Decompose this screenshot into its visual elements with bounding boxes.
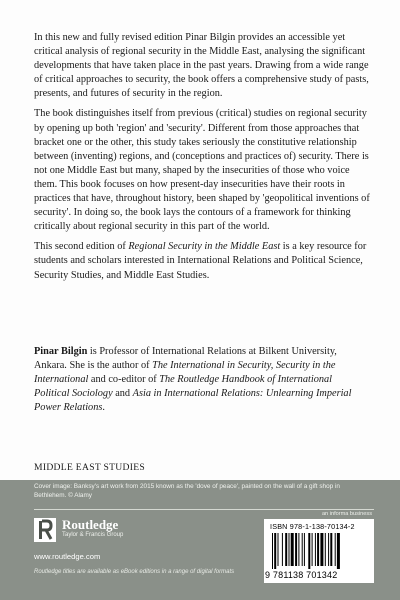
barcode-stripe [295,533,297,566]
bio-book-3: Asia in International Relations: Unlearning Imperial Power Relations [34,388,352,414]
barcode-stripe [337,533,340,569]
blurb-p3-rest: is a key resource for students and scholars interested in International Relations and Political Science, Security Studies, and Middle East Studies. [34,241,367,281]
barcode-stripe [315,533,316,566]
author-bio [34,345,370,415]
ebook-note: Routledge titles are available as eBook editions in a range of digital formats [34,569,235,575]
bio-text-3: and [112,388,133,400]
publisher-group: Taylor & Francis Group [62,532,124,538]
publisher-name: Routledge [62,517,119,532]
barcode-stripe [325,533,326,566]
barcode-stripe [302,533,303,566]
informa-tagline: an informa business [321,511,372,517]
isbn-text: ISBN 978-1-138-70134-2 [270,522,355,531]
blurb [34,31,370,289]
bio-book-1: The International in Security, Security in the International [34,360,336,386]
blurb-paragraph-3 [34,240,370,282]
barcode-stripe [285,533,287,566]
barcode-stripe [291,533,294,566]
blurb-paragraph-2: The book distinguishes itself from previous (critical) studies on regional security by opening up both 'region' and 'security'. Different from those approaches that bracket one or the other, this study takes seriously the constitutive relationship between (inventing) regions, and (conceptions and practices of) security. There is not one Middle East but many, shaped by the insecurities of those who voice them. This book focuses on how present-day insecurities have their roots in practices that have, throughout history, been shaped by 'geopolitical inventions of security'. In doing so, the book lays the contours of a framework for thinking critically about regional security in this part of the world. [34,108,370,233]
blurb-paragraph-1: In this new and fully revised edition Pinar Bilgin provides an accessible yet critical analysis of regional security in the Middle East, analysing the significant developments that have taken place in the past years. Drawing from a wide range of critical approaches to security, the book offers a comprehensive study of pasts, presents, and futures of security in the region. [34,32,369,100]
bio-book-2: The Routledge Handbook of International Political Sociology [34,374,332,400]
barcode-stripe [308,533,310,569]
blurb-p3-lead: This second edition of [34,241,129,253]
barcode-panel [264,519,374,583]
barcode-stripe [272,533,273,569]
barcode-stripe [282,533,283,566]
routledge-logo-icon [34,518,56,542]
barcode-stripe [312,533,313,566]
barcode-stripe [289,533,290,566]
bio-text-1: is Professor of International Relations at Bilkent University, Ankara. She is the author of [34,346,337,372]
author-name: Pinar Bilgin [34,346,88,357]
footer-divider [34,509,374,510]
book-title: Regional Security in the Middle East [128,241,281,253]
barcode-stripe [298,533,299,566]
barcode-stripe [274,533,276,569]
barcode-stripe [330,533,332,566]
barcode-stripe [335,533,336,566]
barcode-digits: 9 781138 701342 [265,570,338,580]
barcode-stripe [278,533,279,566]
bio-text-4: . [102,402,105,414]
cover-credit: Cover image: Banksy's art work from 2015 known as the 'dove of peace', painted on the wall of a gift shop in Bethlehem. © Alamy [34,483,340,499]
barcode-icon [270,533,368,569]
series-label: MIDDLE EAST STUDIES [34,462,146,473]
barcode-stripe [320,533,323,566]
publisher-website[interactable]: www.routledge.com [34,552,101,561]
barcode-stripe [328,533,329,566]
barcode-stripe [317,533,319,566]
barcode-stripe [304,533,305,566]
bio-text-2: and co-editor of [88,374,160,386]
